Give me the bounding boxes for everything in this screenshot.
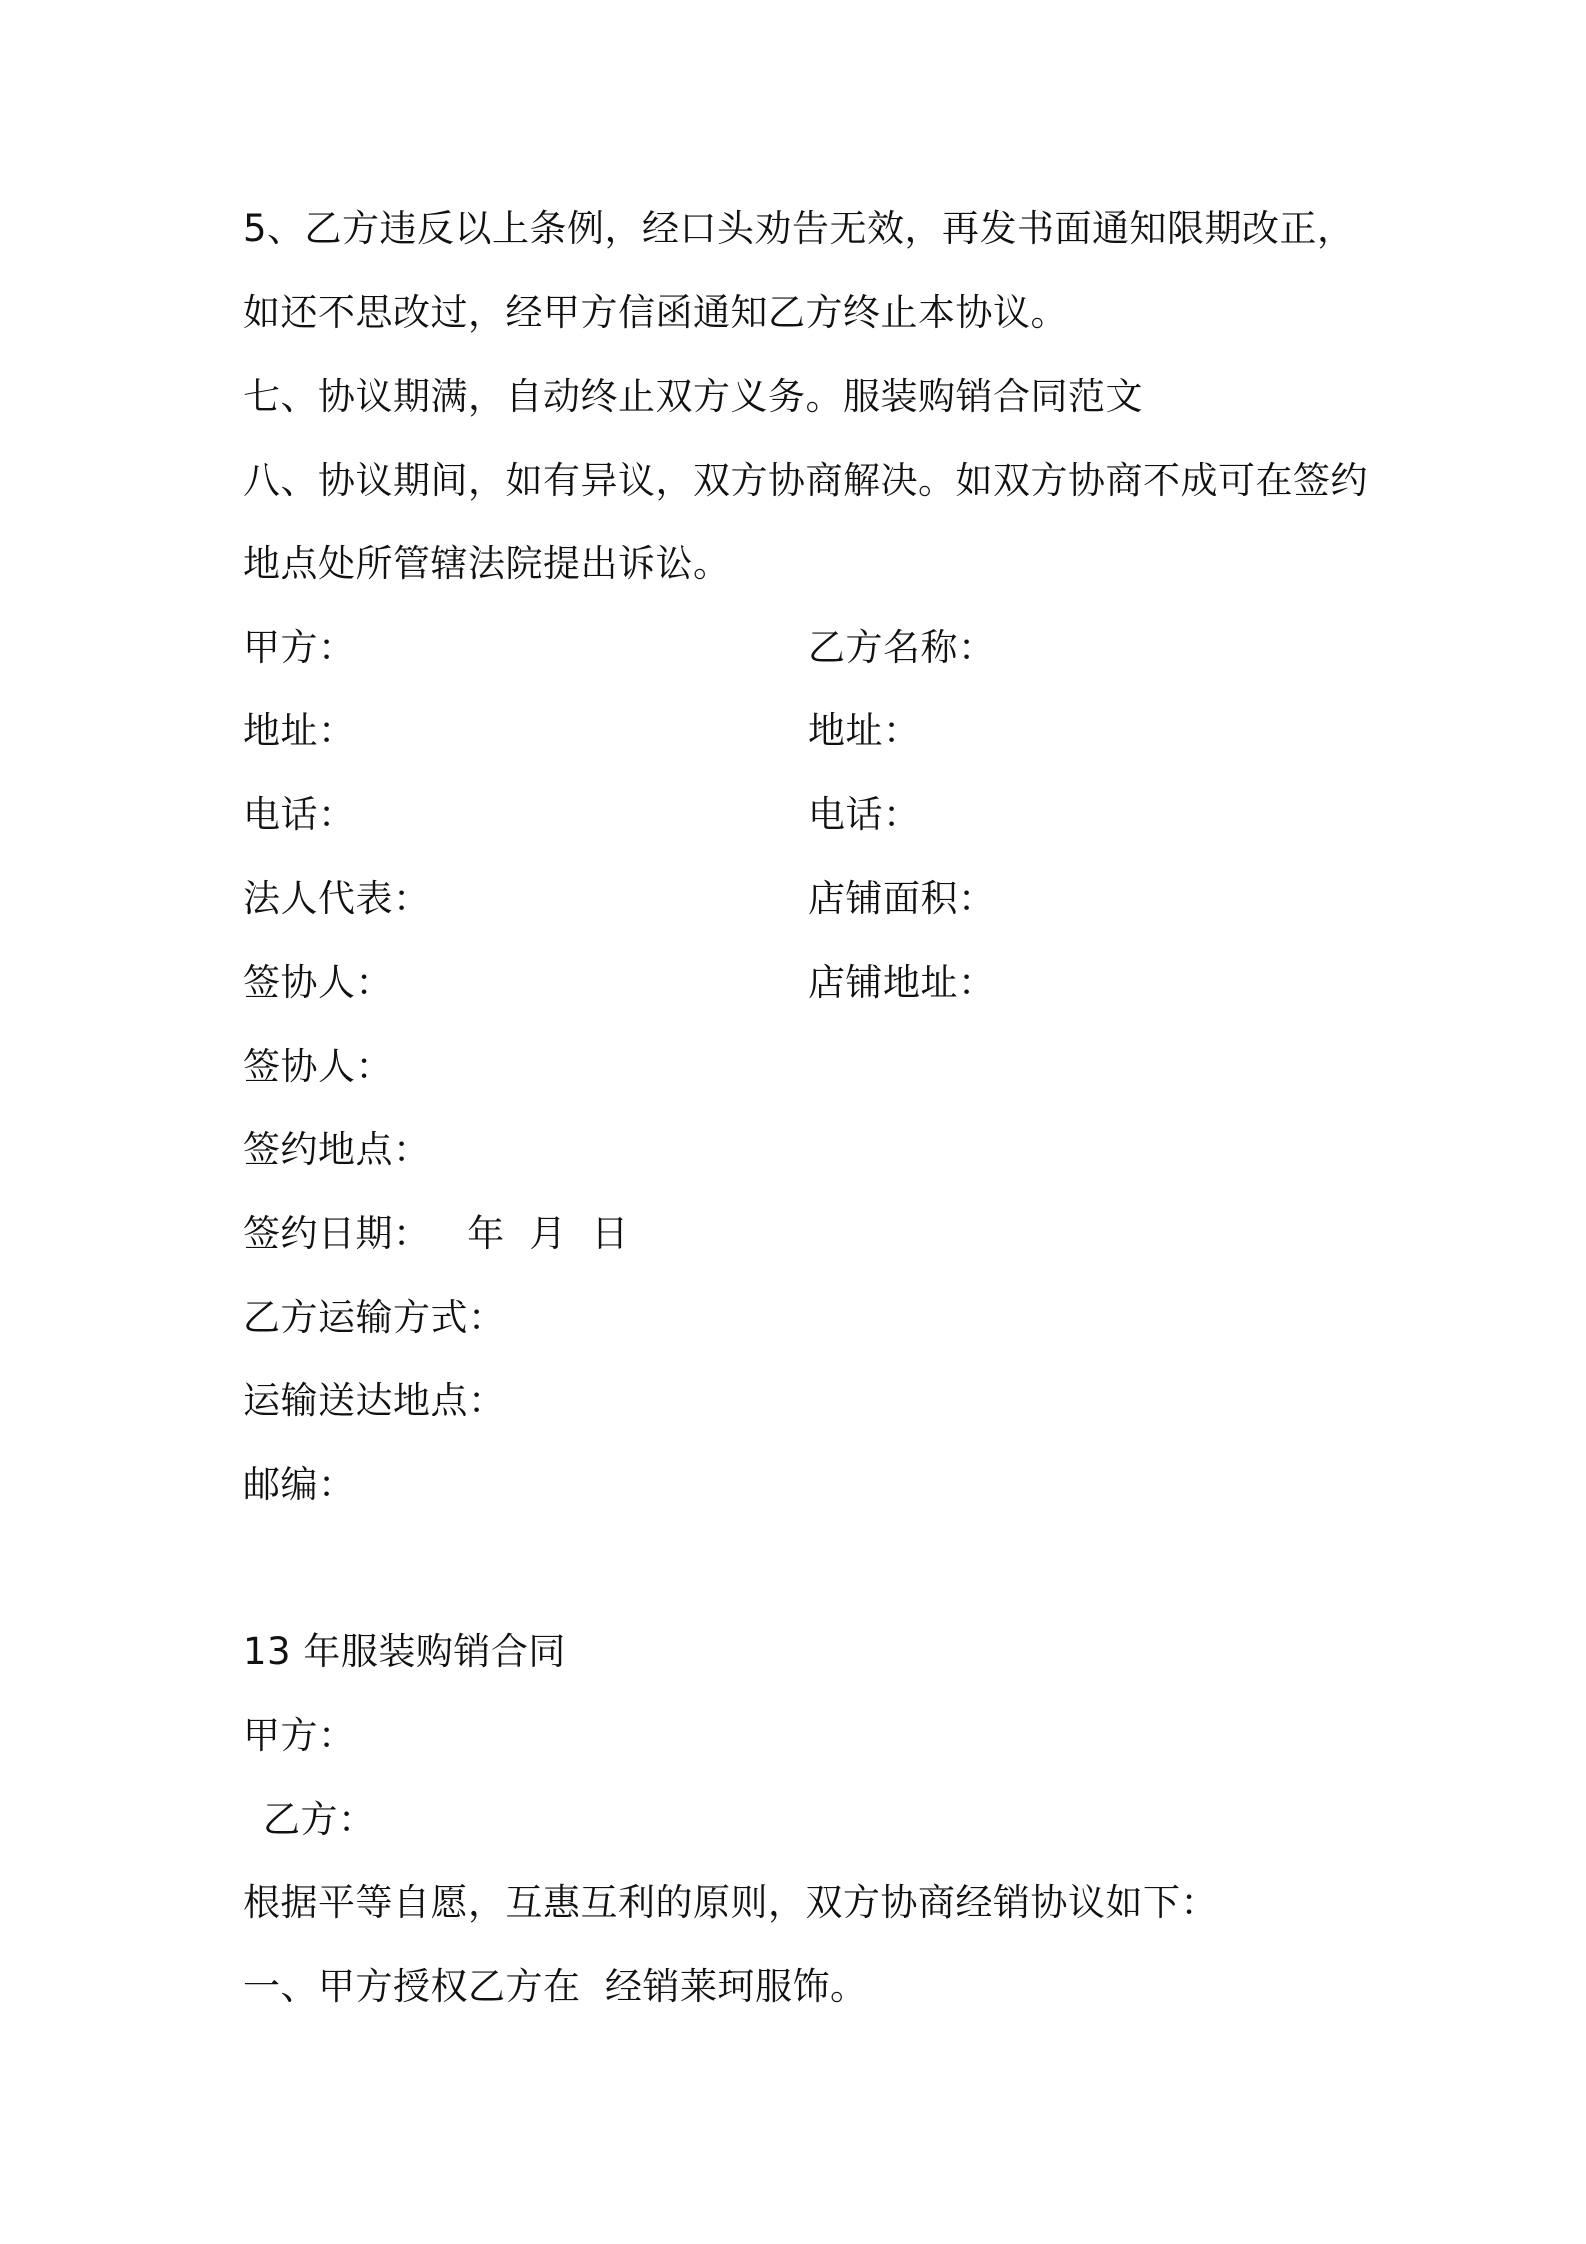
second-contract-clause-1: 一、甲方授权乙方在 经销莱珂服饰。 [243,1965,868,2008]
postcode-label: 邮编： [243,1463,356,1506]
clause-8-line-2: 地点处所管辖法院提出诉讼。 [243,542,731,585]
delivery-location-label: 运输送达地点： [243,1379,506,1422]
second-contract-party-a: 甲方： [243,1714,356,1757]
party-a-phone-label: 电话： [243,793,356,836]
clause-8-line-1: 八、协议期间，如有异议，双方协商解决。如双方协商不成可在签约 [243,459,1368,502]
second-contract-title: 13 年服装购销合同 [243,1630,566,1673]
party-b-phone-label: 电话： [808,793,921,836]
party-a-signatory-label: 签协人： [243,961,393,1004]
party-a-label: 甲方： [243,626,356,669]
shop-address-label: 店铺地址： [808,961,996,1004]
second-contract-party-b: 乙方： [263,1798,376,1841]
shop-area-label: 店铺面积： [808,877,996,920]
clause-5-line-2: 如还不思改过，经甲方信函通知乙方终止本协议。 [243,291,1068,334]
signing-place-label: 签约地点： [243,1128,431,1171]
second-contract-intro: 根据平等自愿，互惠互利的原则，双方协商经销协议如下： [243,1881,1218,1924]
party-b-signatory-label: 签协人： [243,1045,393,1088]
legal-representative-label: 法人代表： [243,877,431,920]
party-b-name-label: 乙方名称： [808,626,996,669]
party-a-address-label: 地址： [243,709,356,752]
transport-method-label: 乙方运输方式： [243,1296,506,1339]
clause-7: 七、协议期满，自动终止双方义务。服装购销合同范文 [243,375,1143,418]
signing-date-label [243,1210,629,1258]
party-b-address-label: 地址： [808,709,921,752]
clause-5-line-1: 5、乙方违反以上条例，经口头劝告无效，再发书面通知限期改正， [243,207,1355,250]
signing-date-text: 签约日期： 年 月 日 [243,1212,629,1255]
